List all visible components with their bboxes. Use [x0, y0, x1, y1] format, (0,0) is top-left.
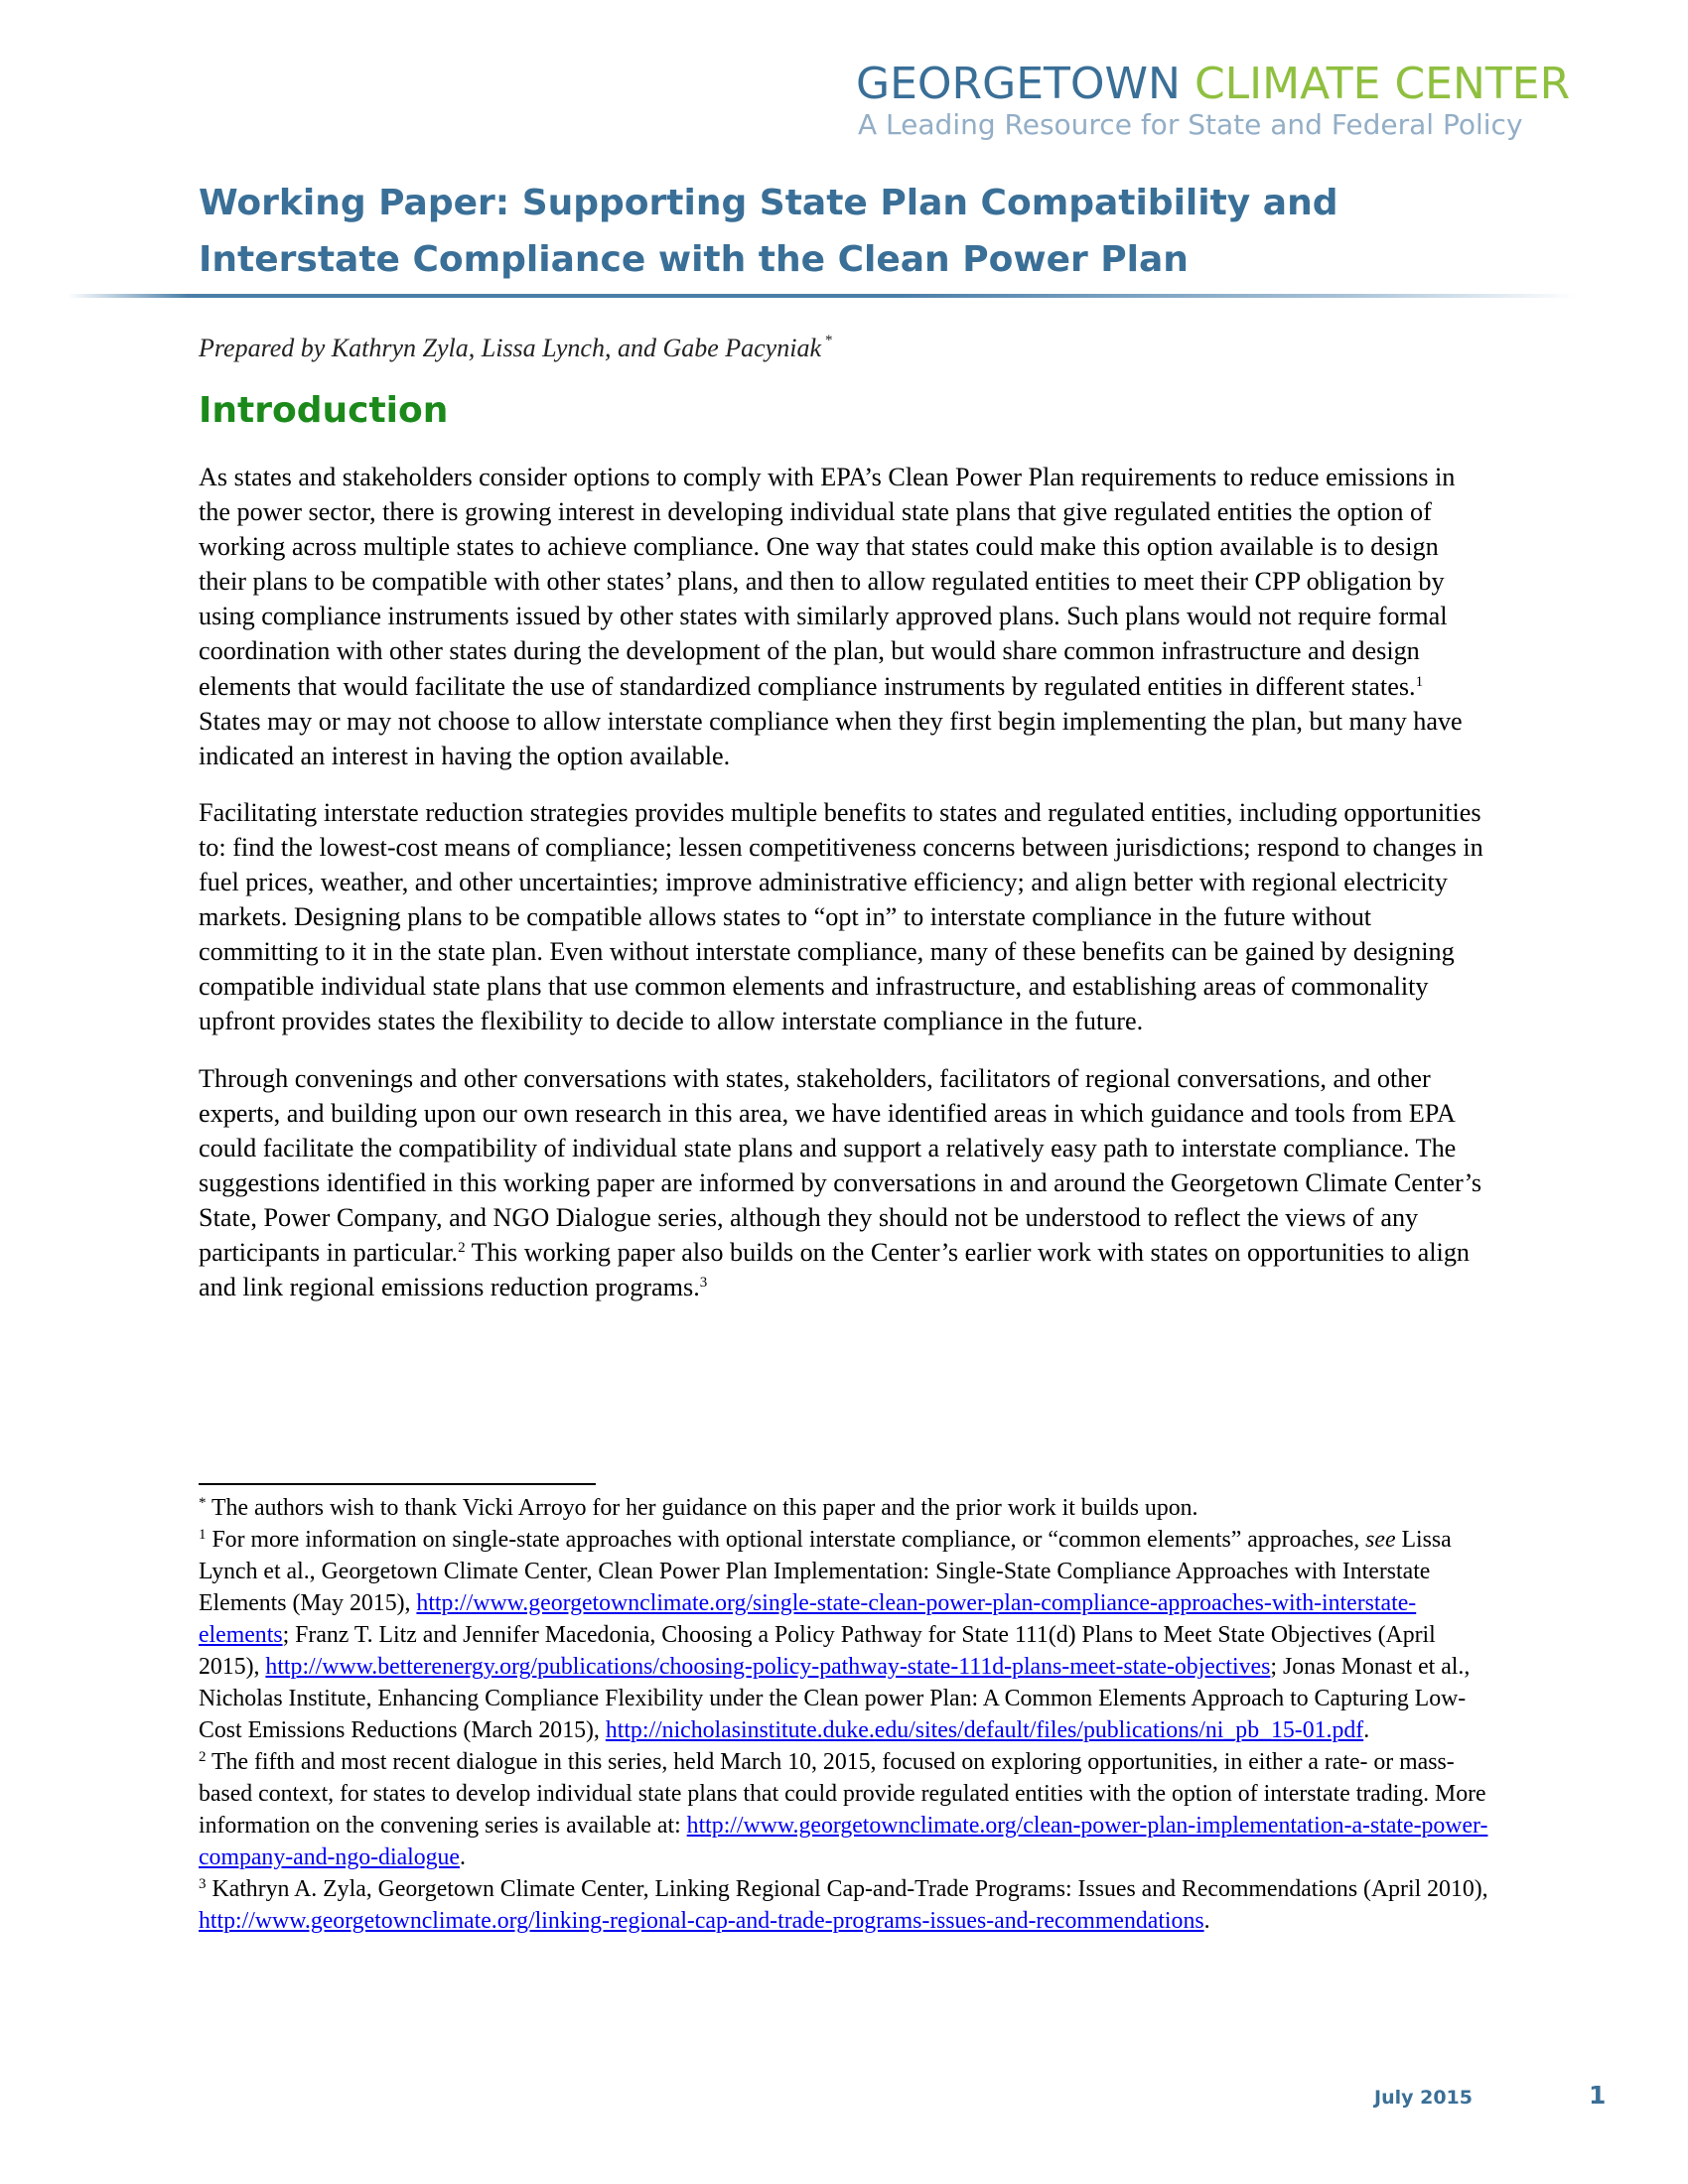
- footnote-star-mark: *: [199, 1495, 207, 1511]
- page-number: 1: [1589, 2081, 1607, 2110]
- paragraph-1-text-b: States may or may not choose to allow interstate compliance when they first begin implementing the plan, but many have indicated an interest in having the option available.: [199, 706, 1463, 770]
- footnote-ref-1[interactable]: 1: [1415, 673, 1424, 690]
- footnote-3-link[interactable]: http://www.georgetownclimate.org/linking-regional-cap-and-trade-programs-issues-and-recommendations: [199, 1908, 1204, 1934]
- footnote-star-text: The authors wish to thank Vicki Arroyo for her guidance on this paper and the prior work it builds upon.: [206, 1495, 1198, 1521]
- paragraph-1: [199, 460, 1489, 773]
- footnote-3: [199, 1873, 1499, 1937]
- footnote-1-see: see: [1365, 1527, 1396, 1553]
- paper-title: Working Paper: Supporting State Plan Compatibility and Interstate Compliance with the Clean Power Plan: [199, 183, 1338, 280]
- footnote-1-text: ; Jonas Monast et al., Nicholas Institute, Enhancing Compliance Flexibility under the Clean power Plan: A Common Elements Approach to Capturing Low-Cost Emissions Reductions (March 2015),: [199, 1654, 1471, 1743]
- footnote-3-text: .: [1203, 1908, 1210, 1934]
- footnote-1-text: Lissa Lynch et al., Georgetown Climate Center, Clean Power Plan Implementation: Single-State Compliance Approaches with Interstate Elements (May 2015),: [199, 1527, 1452, 1616]
- paragraph-3-text-a: Through convenings and other conversations with states, stakeholders, facilitators of regional conversations, and other experts, and building upon our own research in this area, we have identified areas in which guidance and tools from EPA could facilitate the compatibility of individual state plans and support a relatively easy path to interstate compliance. The suggestions identified in this working paper are informed by conversations in and around the Georgetown Climate Center’s State, Power Company, and NGO Dialogue series, although they should not be understood to reflect the views of any participants in particular.: [199, 1063, 1482, 1267]
- footnote-1-mark: 1: [199, 1527, 207, 1543]
- footnote-separator: [199, 1483, 596, 1485]
- footnote-2-link[interactable]: http://www.georgetownclimate.org/clean-power-plan-implementation-a-state-power-company-and-ngo-dialogue: [199, 1813, 1488, 1870]
- footnote-2-text: The fifth and most recent dialogue in this series, held March 10, 2015, focused on exploring opportunities, in either a rate- or mass-based context, for states to develop individual state plans that could provide regulated entities with the option of interstate trading. More information on the convening series is available at:: [199, 1749, 1486, 1839]
- footnote-3-mark: 3: [199, 1876, 207, 1892]
- georgetown-climate-center-logo: [856, 59, 1571, 141]
- footnote-2-mark: 2: [199, 1749, 207, 1765]
- footnote-star: [199, 1492, 1499, 1524]
- footnote-1-link-nicholas[interactable]: http://nicholasinstitute.duke.edu/sites/default/files/publications/ni_pb_15-01.pdf: [605, 1717, 1364, 1743]
- body-text: [199, 460, 1489, 1326]
- logo-word-climate-center: CLIMATE CENTER: [1194, 59, 1571, 109]
- footnote-1-link-betterenergy[interactable]: http://www.betterenergy.org/publications/choosing-policy-pathway-state-111d-plans-meet-state-objectives: [265, 1654, 1271, 1680]
- footnote-ref-2[interactable]: 2: [458, 1239, 466, 1256]
- footnote-1-link-gcc[interactable]: http://www.georgetownclimate.org/single-state-clean-power-plan-compliance-approaches-with-interstate-elements: [199, 1590, 1417, 1648]
- footnotes: [199, 1492, 1499, 1937]
- author-text: Prepared by Kathryn Zyla, Lissa Lynch, and Gabe Pacyniak: [199, 334, 821, 362]
- footnote-1-text: ; Franz T. Litz and Jennifer Macedonia, Choosing a Policy Pathway for State 111(d) Plans to Meet State Objectives (April 2015),: [199, 1622, 1436, 1680]
- logo-wordmark: [856, 59, 1571, 109]
- footer-date: July 2015: [1374, 2087, 1473, 2109]
- paragraph-3: [199, 1061, 1489, 1305]
- paragraph-1-text-a: As states and stakeholders consider options to comply with EPA’s Clean Power Plan requirements to reduce emissions in the power sector, there is growing interest in developing individual state plans that give regulated entities the option of working across multiple states to achieve compliance. One way that states could make this option available is to design their plans to be compatible with other states’ plans, and then to allow regulated entities to meet their CPP obligation by using compliance instruments issued by other states with similarly approved plans. Such plans would not require formal coordination with other states during the development of the plan, but would share common infrastructure and design elements that would facilitate the use of standardized compliance instruments by regulated entities in different states.: [199, 463, 1456, 701]
- section-heading-introduction: Introduction: [199, 390, 449, 431]
- author-footnote-mark: *: [824, 333, 833, 348]
- paragraph-2: Facilitating interstate reduction strategies provides multiple benefits to states and regulated entities, including opportunities to: find the lowest-cost means of compliance; lessen competitiveness concerns between jurisdictions; respond to changes in fuel prices, weather, and other uncertainties; improve administrative efficiency; and align better with regional electricity markets. Designing plans to be compatible allows states to “opt in” to interstate compliance in the future without committing to it in the state plan. Even without interstate compliance, many of these benefits can be gained by designing compatible individual state plans that use common elements and infrastructure, and establishing areas of commonality upfront provides states the flexibility to decide to allow interstate compliance in the future.: [199, 797, 1483, 1036]
- paragraph-3-text-b: This working paper also builds on the Center’s earlier work with states on opportunities to align and link regional emissions reduction programs.: [199, 1237, 1471, 1302]
- footnote-3-text: Kathryn A. Zyla, Georgetown Climate Center, Linking Regional Cap-and-Trade Programs: Issues and Recommendations (April 2010),: [206, 1876, 1488, 1902]
- footnote-1: [199, 1524, 1499, 1746]
- footnote-1-text: For more information on single-state approaches with optional interstate compliance, or “common elements” approaches,: [206, 1527, 1366, 1553]
- logo-tagline: A Leading Resource for State and Federal Policy: [858, 108, 1523, 141]
- footnote-2: [199, 1746, 1499, 1873]
- footnote-1-text: .: [1363, 1717, 1370, 1743]
- title-divider: [68, 294, 1577, 298]
- logo-word-georgetown: GEORGETOWN: [856, 59, 1181, 109]
- author-line: [199, 324, 832, 365]
- footnote-2-text: .: [460, 1844, 466, 1870]
- footnote-ref-3[interactable]: 3: [699, 1275, 708, 1292]
